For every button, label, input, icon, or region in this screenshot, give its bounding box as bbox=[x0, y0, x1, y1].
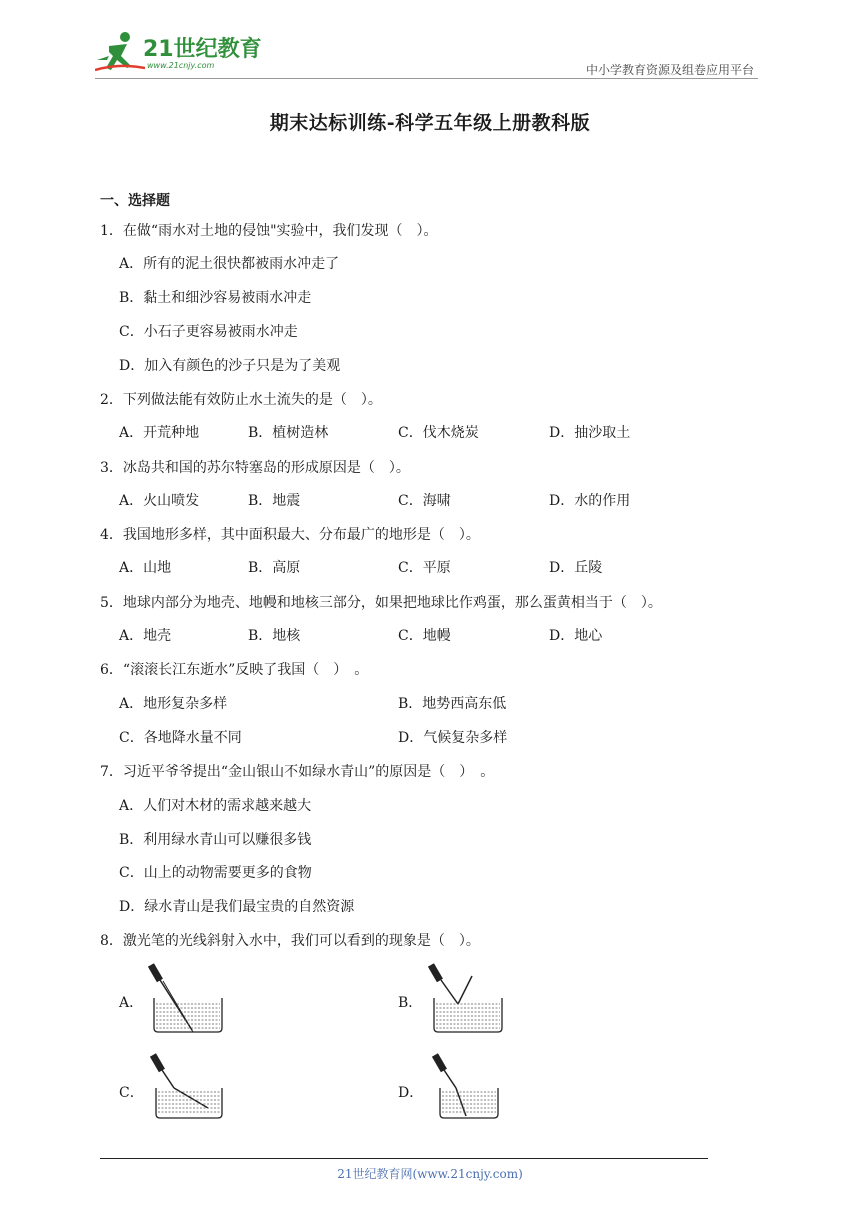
question-3-stem: 3．冰岛共和国的苏尔特塞岛的形成原因是（ ）。 bbox=[100, 460, 410, 476]
question-2-option-c[interactable]: C．伐木烧炭 bbox=[398, 425, 479, 441]
question-4-option-a[interactable]: A．山地 bbox=[119, 560, 172, 576]
question-6-option-b[interactable]: B．地势西高东低 bbox=[398, 696, 507, 712]
question-1-option-c[interactable]: C．小石子更容易被雨水冲走 bbox=[119, 324, 298, 340]
question-5-option-b[interactable]: B．地核 bbox=[248, 628, 301, 644]
question-2-option-d[interactable]: D．抽沙取土 bbox=[549, 425, 631, 441]
question-8-option-c-figure[interactable] bbox=[148, 1052, 228, 1122]
question-7-option-a[interactable]: A．人们对木材的需求越来越大 bbox=[119, 798, 312, 814]
question-1-option-a[interactable]: A．所有的泥土很快都被雨水冲走了 bbox=[119, 256, 340, 272]
question-6-stem: 6．“滚滚长江东逝水”反映了我国（ ） 。 bbox=[100, 662, 369, 678]
question-7-option-c[interactable]: C．山上的动物需要更多的食物 bbox=[119, 865, 312, 881]
page-header bbox=[0, 0, 860, 80]
logo-text: 21世纪教育 bbox=[143, 37, 262, 62]
question-8-option-d-label[interactable]: D． bbox=[398, 1085, 424, 1101]
question-4-option-b[interactable]: B．高原 bbox=[248, 560, 301, 576]
page-title: 期末达标训练-科学五年级上册教科版 bbox=[269, 112, 591, 134]
logo-url: www.21cnjy.com bbox=[147, 61, 215, 70]
question-7-option-b[interactable]: B．利用绿水青山可以赚很多钱 bbox=[119, 832, 312, 848]
question-6-option-a[interactable]: A．地形复杂多样 bbox=[119, 696, 228, 712]
question-3-option-c[interactable]: C．海啸 bbox=[398, 493, 451, 509]
question-8-option-d-figure[interactable] bbox=[428, 1052, 508, 1122]
question-8-stem: 8．激光笔的光线斜射入水中，我们可以看到的现象是（ ）。 bbox=[100, 933, 480, 949]
question-3-option-d[interactable]: D．水的作用 bbox=[549, 493, 631, 509]
question-5-option-d[interactable]: D．地心 bbox=[549, 628, 603, 644]
question-8-option-b-figure[interactable] bbox=[428, 962, 508, 1038]
question-1-stem: 1．在做“雨水对土地的侵蚀"实验中，我们发现（ ）。 bbox=[100, 223, 438, 239]
question-2-stem: 2．下列做法能有效防止水土流失的是（ ）。 bbox=[100, 392, 382, 408]
footer-divider bbox=[100, 1158, 708, 1159]
laser-beam-refract-up-icon bbox=[148, 1052, 228, 1122]
laser-beam-straight-icon bbox=[148, 962, 228, 1038]
question-4-stem: 4．我国地形多样，其中面积最大、分布最广的地形是（ ）。 bbox=[100, 527, 480, 543]
laser-beam-reflect-icon bbox=[428, 962, 508, 1038]
question-1-option-d[interactable]: D．加入有颜色的沙子只是为了美观 bbox=[119, 358, 341, 374]
question-5-option-a[interactable]: A．地壳 bbox=[119, 628, 172, 644]
question-1-option-b[interactable]: B．黏土和细沙容易被雨水冲走 bbox=[119, 290, 312, 306]
question-2-option-a[interactable]: A．开荒种地 bbox=[119, 425, 200, 441]
header-divider bbox=[95, 78, 758, 79]
runner-logo-icon bbox=[95, 30, 145, 74]
question-4-option-d[interactable]: D．丘陵 bbox=[549, 560, 603, 576]
question-8-option-a-figure[interactable] bbox=[148, 962, 228, 1038]
question-8-option-a-label[interactable]: A． bbox=[119, 995, 144, 1011]
laser-beam-refract-down-icon bbox=[428, 1052, 508, 1122]
question-8-option-c-label[interactable]: C． bbox=[119, 1085, 144, 1101]
question-3-option-a[interactable]: A．火山喷发 bbox=[119, 493, 200, 509]
question-8-option-b-label[interactable]: B． bbox=[398, 995, 423, 1011]
question-5-option-c[interactable]: C．地幔 bbox=[398, 628, 451, 644]
question-7-option-d[interactable]: D．绿水青山是我们最宝贵的自然资源 bbox=[119, 899, 355, 915]
platform-name: 中小学教育资源及组卷应用平台 bbox=[585, 63, 754, 77]
site-logo bbox=[95, 30, 265, 80]
question-6-option-c[interactable]: C．各地降水量不同 bbox=[119, 730, 242, 746]
question-4-option-c[interactable]: C．平原 bbox=[398, 560, 451, 576]
question-6-option-d[interactable]: D．气候复杂多样 bbox=[398, 730, 508, 746]
question-5-stem: 5．地球内部分为地壳、地幔和地核三部分，如果把地球比作鸡蛋，那么蛋黄相当于（ ）。 bbox=[100, 595, 662, 611]
question-3-option-b[interactable]: B．地震 bbox=[248, 493, 301, 509]
section-title: 一、选择题 bbox=[100, 193, 170, 209]
footer-link[interactable]: 21世纪教育网(www.21cnjy.com) bbox=[337, 1167, 523, 1181]
question-7-stem: 7．习近平爷爷提出“金山银山不如绿水青山”的原因是（ ） 。 bbox=[100, 764, 495, 780]
question-2-option-b[interactable]: B．植树造林 bbox=[248, 425, 329, 441]
